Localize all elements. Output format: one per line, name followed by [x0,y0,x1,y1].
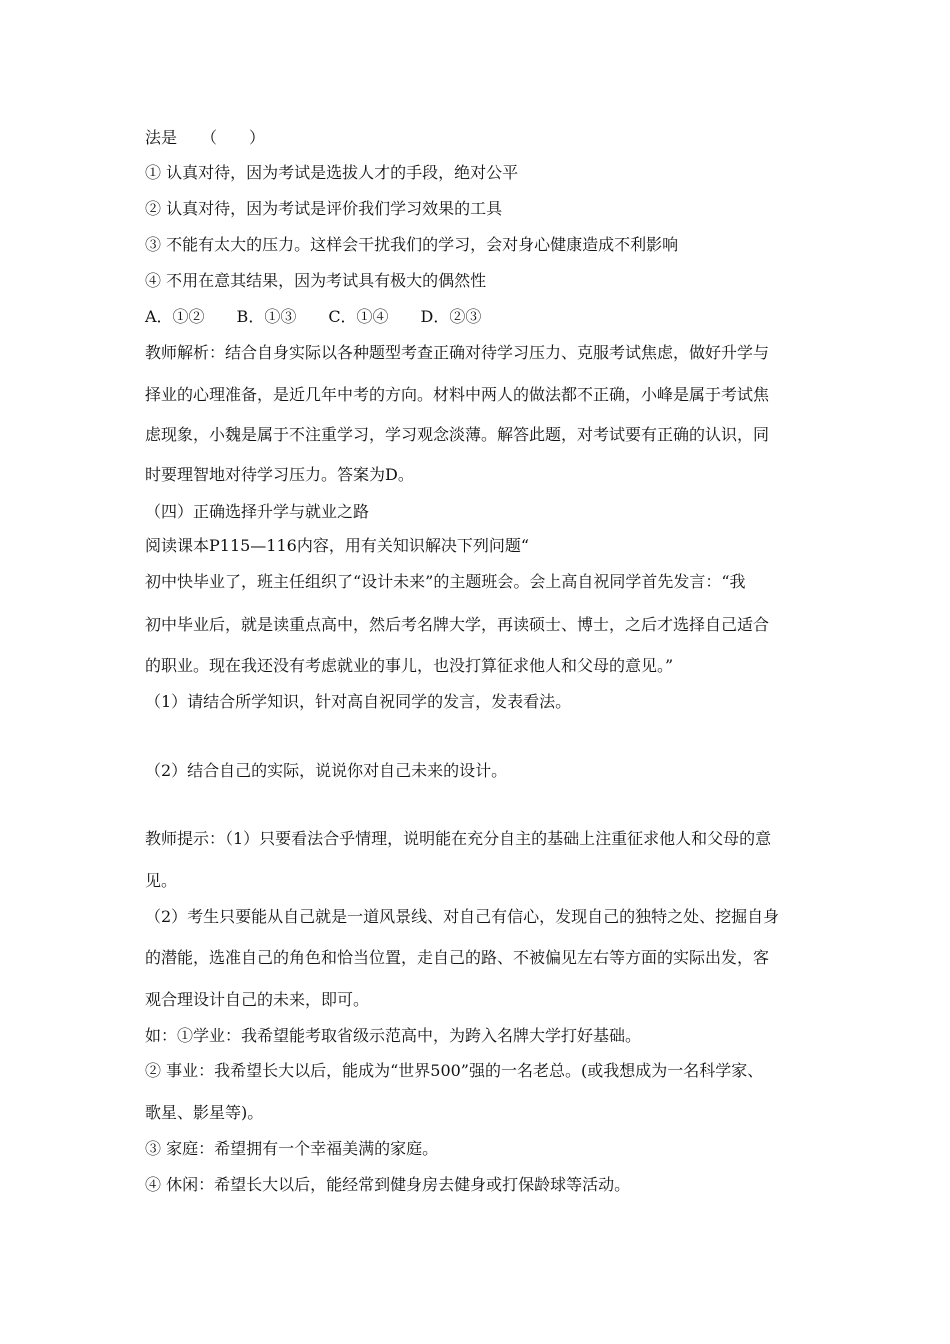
teacher-analysis-line-1: 教师解析：结合自身实际以各种题型考查正确对待学习压力、克服考试焦虑，做好升学与 [145,343,770,362]
teacher-hint-line-1: 教师提示：（1）只要看法合乎情理，说明能在充分自主的基础上注重征求他人和父母的意 [145,829,772,848]
question-1: （1）请结合所学知识，针对高自祝同学的发言，发表看法。 [145,692,572,711]
reading-instruction: 阅读课本P115—116内容，用有关知识解决下列问题“ [145,536,530,555]
hint-2-line-2: 的潜能，选准自己的角色和恰当位置，走自己的路、不被偏见左右等方面的实际出发，客 [145,948,770,967]
question-2: （2）结合自己的实际，说说你对自己未来的设计。 [145,761,508,780]
material-line-3: 的职业。现在我还没有考虑就业的事儿，也没打算征求他人和父母的意见。” [145,656,674,675]
teacher-analysis-line-2: 择业的心理准备，是近几年中考的方向。材料中两人的做法都不正确，小峰是属于考试焦 [145,385,770,404]
teacher-analysis-line-4: 时要理智地对待学习压力。答案为D。 [145,465,414,484]
hint-2-line-3: 观合理设计自己的未来，即可。 [145,990,370,1009]
example-leisure: ④ 休闲：希望长大以后，能经常到健身房去健身或打保龄球等活动。 [145,1175,631,1194]
material-line-2: 初中毕业后，就是读重点高中，然后考名牌大学，再读硕士、博士，之后才选择自己适合 [145,615,770,634]
example-career-cont: 歌星、影星等)。 [145,1103,264,1122]
section-heading: （四）正确选择升学与就业之路 [145,502,370,521]
teacher-hint-line-2: 见。 [145,871,178,890]
option-4: ④ 不用在意其结果，因为考试具有极大的偶然性 [145,271,487,290]
example-career: ② 事业：我希望长大以后，能成为“世界500”强的一名老总。(或我想成为一名科学家、 [145,1061,764,1080]
option-3: ③ 不能有太大的压力。这样会干扰我们的学习，会对身心健康造成不利影响 [145,235,679,254]
teacher-analysis-line-3: 虑现象，小魏是属于不注重学习，学习观念淡薄。解答此题，对考试要有正确的认识，同 [145,425,770,444]
option-1: ① 认真对待，因为考试是选拔人才的手段，绝对公平 [145,163,519,182]
hint-2-line-1: （2）考生只要能从自己就是一道风景线、对自己有信心，发现自己的独特之处、挖掘自身 [145,907,780,926]
material-line-1: 初中快毕业了，班主任组织了“设计未来”的主题班会。会上高自祝同学首先发言：“我 [145,572,746,591]
example-family: ③ 家庭：希望拥有一个幸福美满的家庭。 [145,1139,439,1158]
option-2: ② 认真对待，因为考试是评价我们学习效果的工具 [145,199,503,218]
question-stem-end: 法是 （ ） [145,128,266,147]
example-academic: 如：①学业：我希望能考取省级示范高中，为跨入名牌大学打好基础。 [145,1026,642,1045]
answer-choices: A．①② B．①③ C．①④ D．②③ [145,307,482,326]
